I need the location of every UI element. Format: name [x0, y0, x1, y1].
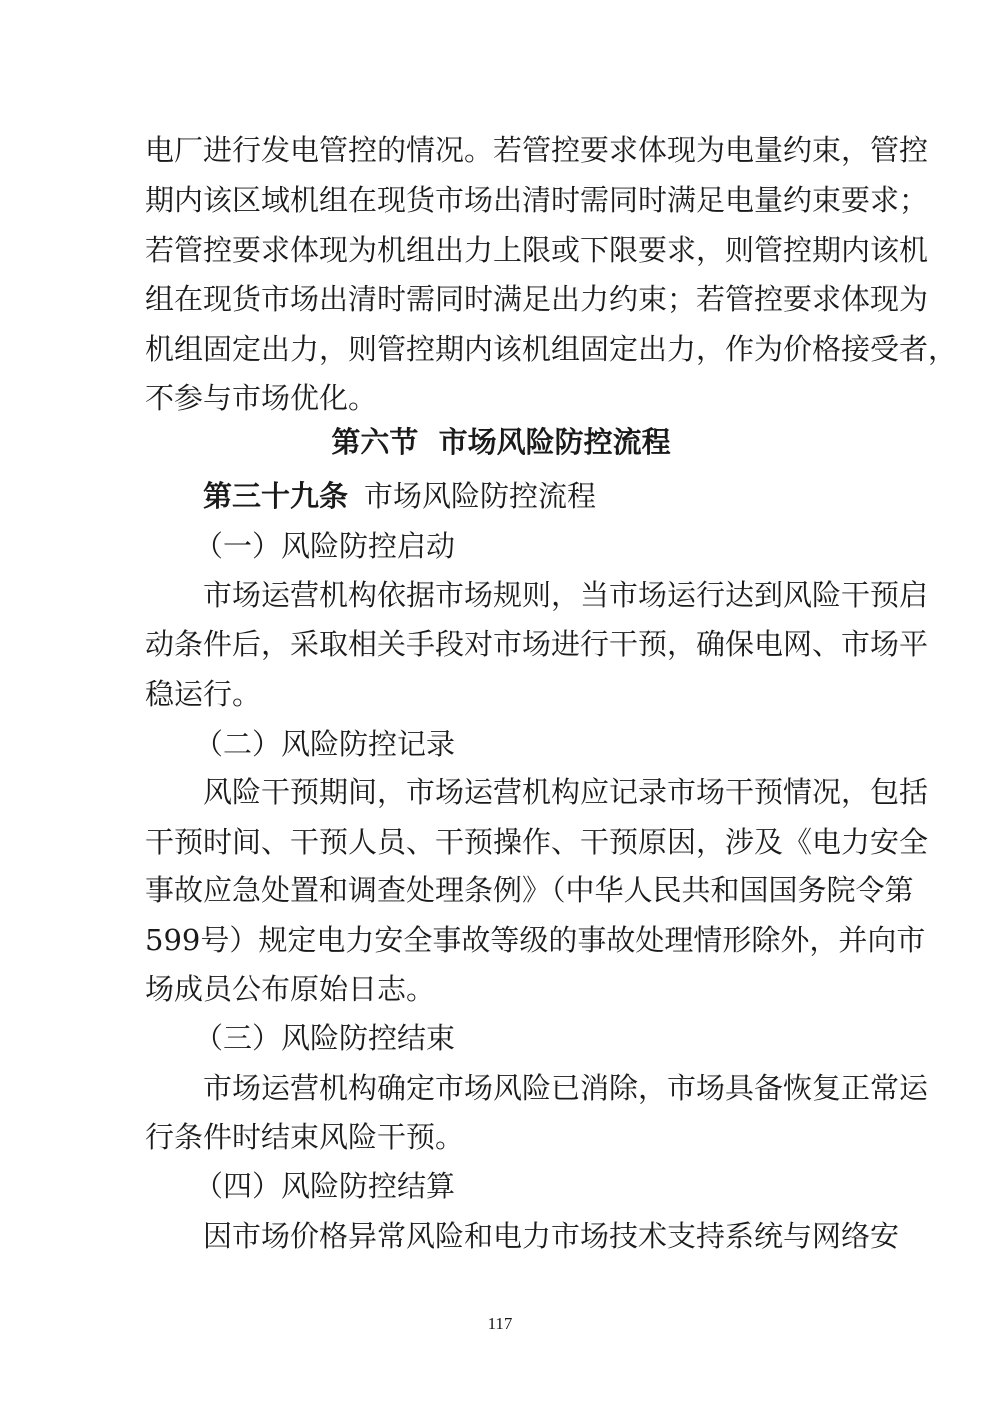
- paragraph-line: 风险干预期间，市场运营机构应记录市场干预情况，包括: [203, 775, 929, 809]
- item-heading: （四）风险防控结算: [194, 1169, 456, 1203]
- paragraph-line: 因市场价格异常风险和电力市场技术支持系统与网络安: [203, 1219, 900, 1253]
- page-number: 117: [487, 1314, 513, 1333]
- section-title: 第六节 市场风险防控流程: [331, 425, 671, 459]
- paragraph-line: 干预时间、干预人员、干预操作、干预原因，涉及《电力安全: [145, 825, 929, 859]
- paragraph-line: 事故应急处置和调查处理条例》（中华人民共和国国务院令第: [145, 873, 914, 907]
- article-title: 市场风险防控流程: [364, 479, 597, 513]
- paragraph-line: 市场运营机构依据市场规则，当市场运行达到风险干预启: [203, 578, 929, 612]
- article-heading: [203, 479, 857, 513]
- paragraph-line: 不参与市场优化。: [145, 381, 378, 415]
- paragraph-line: 若管控要求体现为机组出力上限或下限要求，则管控期内该机: [145, 233, 929, 267]
- paragraph-line: 动条件后，采取相关手段对市场进行干预，确保电网、市场平: [145, 627, 929, 661]
- paragraph-line: 电厂进行发电管控的情况。若管控要求体现为电量约束，管控: [145, 133, 929, 167]
- paragraph-line: 稳运行。: [145, 677, 262, 711]
- article-number: 第三十九条: [203, 479, 349, 513]
- paragraph-line: 期内该区域机组在现货市场出清时需同时满足电量约束要求；: [145, 183, 929, 217]
- paragraph-line: 行条件时结束风险干预。: [145, 1120, 465, 1154]
- item-heading: （一）风险防控启动: [194, 529, 456, 563]
- paragraph-line: 机组固定出力，则管控期内该机组固定出力，作为价格接受者，: [145, 332, 958, 366]
- paragraph-line: 市场运营机构确定市场风险已消除，市场具备恢复正常运: [203, 1071, 929, 1105]
- item-heading: （三）风险防控结束: [194, 1021, 456, 1055]
- item-heading: （二）风险防控记录: [194, 727, 456, 761]
- paragraph-line: 场成员公布原始日志。: [145, 972, 436, 1006]
- paragraph-line: 组在现货市场出清时需同时满足出力约束；若管控要求体现为: [145, 282, 929, 316]
- paragraph-line: 599号）规定电力安全事故等级的事故处理情形除外，并向市: [145, 923, 926, 957]
